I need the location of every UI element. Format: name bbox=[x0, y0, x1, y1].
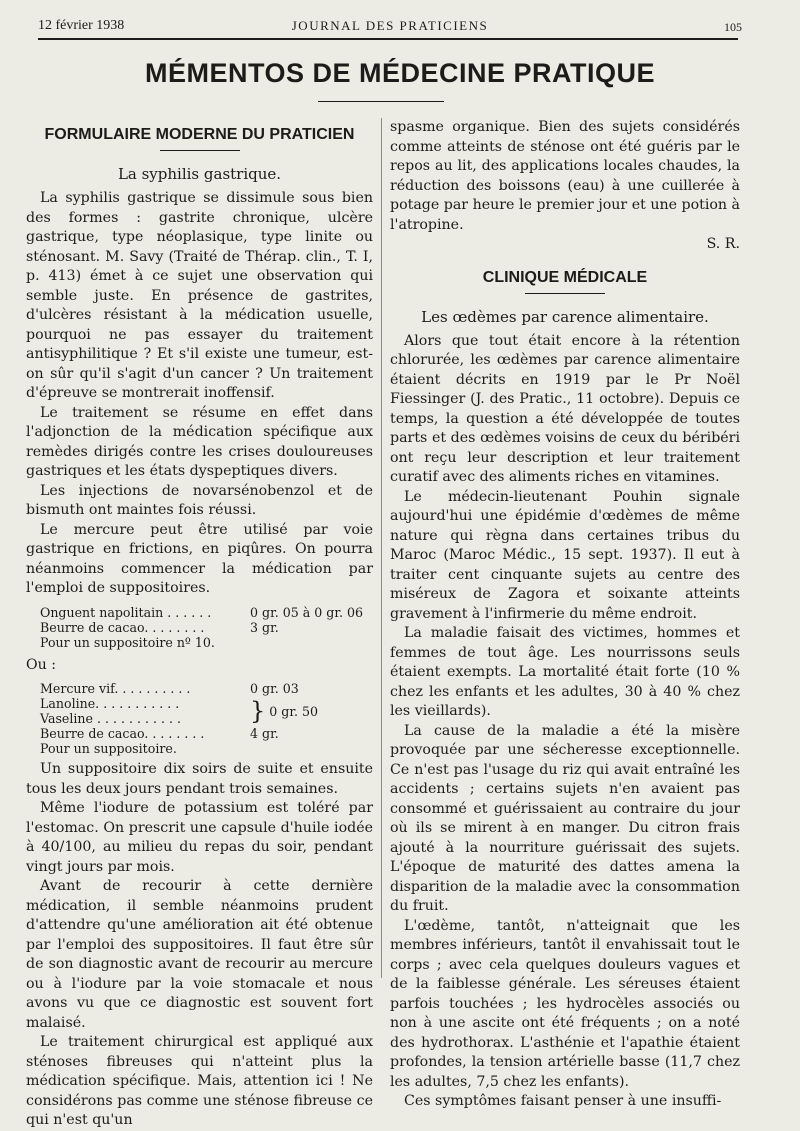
formula-ingredient: Mercure vif. . . . . . . . . . bbox=[40, 681, 191, 696]
paragraph: La syphilis gastrique se dissimule sous bien des formes : gastrite chronique, ulcère gastrique, type néoplasique, type linite ou sténosant. M. Savy (Traité de Thérap. clin., T. I, p. 413) émet à ce sujet une observation qui semble juste. En présence de gastrites, d'ulcères résistant à la médication usuelle, pourquoi ne pas essayer du traitement antisyphilitique ? Et s'il existe une tumeur, est-on sûr qu'il s'agit d'un cancer ? Un traitement d'épreuve se montrerait inoffensif. bbox=[26, 190, 373, 401]
article-title-oedemes: Les œdèmes par carence alimentaire. bbox=[421, 307, 709, 326]
formula-ingredient: Beurre de cacao. . . . . . . . bbox=[40, 726, 205, 741]
formula-dose: 0 gr. 50 bbox=[269, 703, 319, 719]
issue-date: 12 février 1938 bbox=[38, 18, 125, 33]
journal-name: JOURNAL DES PRATICIENS bbox=[291, 18, 489, 33]
formula-row bbox=[40, 681, 373, 696]
formula-row bbox=[40, 605, 373, 620]
paragraph: Même l'iodure de potassium est toléré par l'estomac. On prescrit une capsule d'huile iodée à 40/100, au milieu du repas du soir, pendant vingt jours par mois. bbox=[26, 800, 373, 875]
paragraph-continuation: spasme organique. Bien des sujets considérés comme atteints de sténose ont été guéris par le repos au lit, des applications locales chaudes, la réduction des boissons (eau) à une cuillerée à potage par heure le premier jour et une potion à l'atropine. bbox=[390, 119, 741, 233]
paragraph: Le mercure peut être utilisé par voie gastrique en frictions, en piqûres. On pourra néanmoins commencer la médication par l'emploi de suppositoires. bbox=[26, 521, 373, 596]
left-column bbox=[26, 118, 373, 1131]
paragraph: Le traitement chirurgical est appliqué aux sténoses fibreuses qui n'atteint plus la médication spécifique. Mais, attention ici ! Ne considérons pas comme une sténose fibreuse ce qui n'est qu'un bbox=[26, 1034, 373, 1128]
formula-dose: 0 gr. 03 bbox=[250, 681, 299, 696]
author-signature: S. R. bbox=[706, 236, 740, 252]
formula-ingredient: Vaseline . . . . . . . . . . . bbox=[40, 711, 182, 726]
paragraph: La maladie faisait des victimes, hommes et femmes de tout âge. Les nourrissons seuls étaient exempts. La mortalité était forte (10 % chez les enfants et les adultes, 30 à 40 % chez les vieillards). bbox=[390, 625, 740, 719]
column-divider bbox=[381, 118, 382, 978]
formula-ingredient: Pour un suppositoire nº 10. bbox=[40, 634, 215, 650]
formula-suppository-1 bbox=[40, 605, 373, 650]
section-rule bbox=[525, 293, 605, 294]
right-column bbox=[390, 118, 740, 1112]
paragraph: L'œdème, tantôt, n'atteignait que les membres inférieurs, tantôt il envahissait tout le corps ; avec cela quelques douleurs vagues et de la faiblesse générale. Les séreuses étaient parfois touchées ; les hydrocèles associés ou non à une ascite ont été fréquents ; on a noté des hydrothorax. L'asthénie et l'apathie étaient profondes, la tension artérielle basse (11,7 chez les adultes, 7,5 chez les enfants). bbox=[390, 917, 740, 1090]
formula-ingredient: Onguent napolitain . . . . . . bbox=[40, 604, 212, 620]
formula-dose: 4 gr. bbox=[250, 726, 279, 741]
paragraph: Un suppositoire dix soirs de suite et ensuite tous les deux jours pendant trois semaines. bbox=[26, 761, 373, 797]
paragraph: Alors que tout était encore à la rétention chlorurée, les œdèmes par carence alimentaire étaient décrits en 1919 par le Pr Noël Fiessinger (J. des Pratic., 11 octobre). Depuis ce temps, la question a été développée de toutes parts et des œdèmes voisins de ceux du béribéri ont reçu leur description et leur traitement curatif avec des aliments riches en vitamines. bbox=[390, 332, 740, 485]
formula-group bbox=[40, 696, 373, 726]
formula-dose: 3 gr. bbox=[250, 619, 279, 635]
section-title-clinique: CLINIQUE MÉDICALE bbox=[482, 268, 648, 286]
formula-row bbox=[40, 741, 373, 756]
paragraph: Le médecin-lieutenant Pouhin signale aujourd'hui une épidémie d'œdèmes de même nature qui règna dans certaines tribus du Maroc (Maroc Médic., 15 sept. 1937). Il eut à traiter cent cinquante sujets au centre des miséreux de Zagora et soixante atteints gravement à l'infirmerie du même endroit. bbox=[390, 488, 740, 622]
page-number: 105 bbox=[724, 20, 742, 34]
formula-dose: 0 gr. 05 à 0 gr. 06 bbox=[250, 604, 364, 620]
formula-suppository-2 bbox=[40, 681, 373, 756]
formula-ingredient: Pour un suppositoire. bbox=[40, 741, 177, 756]
title-rule bbox=[318, 101, 444, 102]
article-title-syphilis: La syphilis gastrique. bbox=[117, 165, 282, 183]
section-rule bbox=[160, 150, 240, 151]
brace-symbol: } bbox=[250, 697, 266, 725]
paragraph: Le traitement se résume en effet dans l'adjonction de la médication spécifique aux remèdes dirigés contre les crises douloureuses gastriques et les états dyspeptiques divers. bbox=[26, 404, 373, 479]
paragraph: La cause de la maladie a été la misère provoquée par une sécheresse exceptionnelle. Ce n'est pas l'usage du riz qui avait entraîné les accidents ; certains sujets n'en avaient pas consommé et guérissaient au contraire du jour où ils se mirent à en manger. Du citron frais ajouté à la nourriture guérissait des sujets. L'époque de maturité des dattes amena la disparition de la maladie avec la consommation du fruit. bbox=[390, 722, 740, 914]
formula-row bbox=[40, 726, 373, 741]
running-head bbox=[38, 16, 742, 36]
paragraph: Ces symptômes faisant penser à une insuffi- bbox=[404, 1093, 722, 1109]
formula-group-names bbox=[40, 696, 250, 726]
page-title: MÉMENTOS DE MÉDECINE PRATIQUE bbox=[144, 58, 656, 88]
formula-ingredient: Beurre de cacao. . . . . . . . bbox=[40, 619, 205, 635]
paragraph: Avant de recourir à cette dernière médication, il semble néanmoins prudent d'attendre qu'une amélioration ait été obtenue par l'emploi des suppositoires. Il faut être sûr de son diagnostic avant de recourir au mercure ou à l'iodure par la voie stomacale et nous avons vu que ce diagnostic est souvent fort malaisé. bbox=[26, 878, 373, 1031]
formula-alternative-label: Ou : bbox=[26, 656, 57, 673]
header-rule bbox=[38, 38, 738, 40]
formula-ingredient: Lanoline. . . . . . . . . . . bbox=[40, 696, 180, 711]
section-title-formulaire: FORMULAIRE MODERNE DU PRATICIEN bbox=[44, 126, 355, 143]
formula-row bbox=[40, 620, 373, 635]
paragraph: Les injections de novarsénobenzol et de bismuth ont maintes fois réussi. bbox=[26, 482, 373, 518]
formula-row bbox=[40, 635, 373, 650]
